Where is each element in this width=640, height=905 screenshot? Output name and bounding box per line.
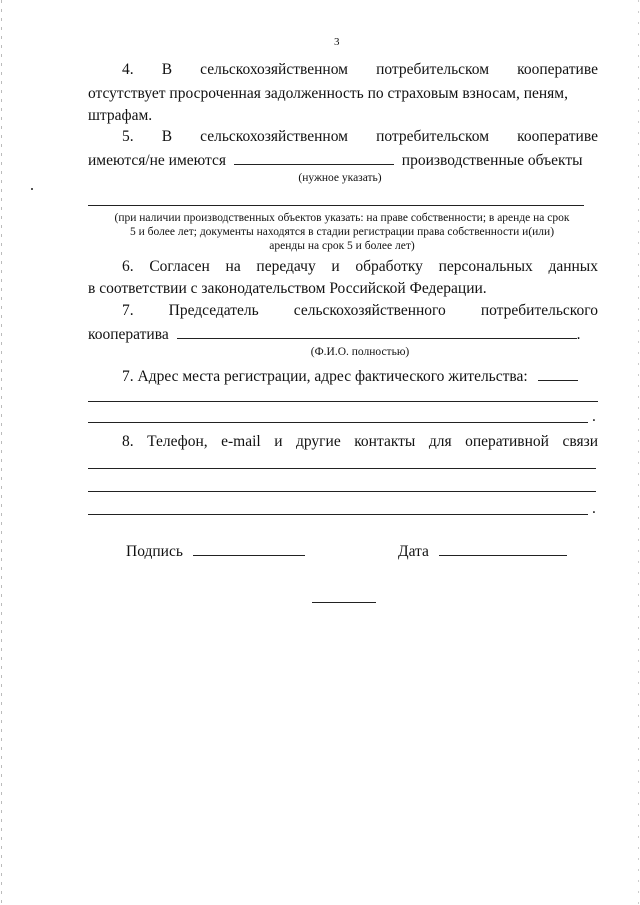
- end-separator: [312, 602, 376, 603]
- p8-word: и: [274, 433, 283, 450]
- p8-word: оперативной: [465, 433, 549, 450]
- p5-word: 5.: [122, 128, 134, 145]
- p5-choice-field[interactable]: [234, 150, 394, 165]
- p7a-hint: (Ф.И.О. полностью): [310, 346, 410, 358]
- p5-objects-text: производственные объекты: [401, 152, 583, 169]
- p4-line1: [122, 60, 598, 80]
- p8-word: связи: [562, 433, 598, 450]
- p5-objects-field[interactable]: [88, 205, 584, 206]
- p4-line2: отсутствует просроченная задолженность по страховым взносам, пеням,: [88, 85, 568, 102]
- signature-label: Подпись: [126, 543, 183, 560]
- address-field-line2[interactable]: [88, 422, 588, 423]
- p4-word: кооперативе: [517, 61, 598, 78]
- cooperative-label: кооператива: [88, 326, 169, 343]
- period: .: [592, 408, 596, 425]
- p5-word: кооперативе: [517, 128, 598, 145]
- p4-word: 4.: [122, 61, 134, 78]
- p5-options-text: имеются/не имеются: [88, 152, 227, 169]
- p8-word: для: [428, 433, 452, 450]
- p5-hint: (нужное указать): [298, 172, 382, 184]
- p6-line1: [122, 257, 598, 277]
- p5-note-line: (при наличии производственных объектов указать: на праве собственности; в аренде на срок: [114, 212, 570, 224]
- p7b-line1: [122, 366, 598, 387]
- p7a-word: сельскохозяйственного: [293, 302, 446, 319]
- p6-word: Согласен: [149, 258, 210, 275]
- scan-edge-left: [1, 0, 2, 905]
- p5-line2: [88, 150, 598, 171]
- p8-word: e-mail: [221, 433, 261, 450]
- address-field-inline[interactable]: [538, 366, 578, 381]
- p8-word: 8.: [122, 433, 134, 450]
- p4-word: В: [161, 61, 173, 78]
- p7a-word: Председатель: [168, 302, 259, 319]
- period: .: [576, 326, 581, 343]
- p5-note: [82, 211, 602, 253]
- p6-word: данных: [548, 258, 598, 275]
- p8-line1: [122, 432, 598, 452]
- p4-line3: штрафам.: [88, 107, 153, 124]
- p7a-word: 7.: [122, 302, 134, 319]
- p5-note-line: 5 и более лет; документы находятся в стадии регистрации права собственности и(или): [129, 226, 555, 238]
- contacts-field-line1[interactable]: [88, 468, 596, 469]
- address-label: 7. Адрес места регистрации, адрес фактического жительства:: [122, 368, 528, 385]
- p5-word: В: [161, 128, 173, 145]
- signature-row: [126, 541, 326, 562]
- address-field-line1[interactable]: [88, 401, 598, 402]
- p5-note-line: аренды на срок 5 и более лет): [269, 240, 415, 252]
- scan-speck: [31, 188, 33, 190]
- contacts-field-line2[interactable]: [88, 491, 596, 492]
- p7a-word: потребительского: [480, 302, 598, 319]
- p6-line2: в соответствии с законодательством Российской Федерации.: [88, 280, 487, 297]
- scan-edge-right: [638, 0, 639, 905]
- p6-word: обработку: [355, 258, 423, 275]
- p8-word: Телефон,: [147, 433, 208, 450]
- date-field[interactable]: [439, 541, 567, 556]
- p6-word: 6.: [122, 258, 134, 275]
- p6-word: на: [225, 258, 241, 275]
- page-number: 3: [334, 36, 340, 48]
- p6-word: и: [331, 258, 340, 275]
- date-label: Дата: [398, 543, 429, 560]
- p4-word: сельскохозяйственном: [200, 61, 348, 78]
- p6-word: персональных: [438, 258, 533, 275]
- p5-word: потребительском: [376, 128, 490, 145]
- p6-word: передачу: [256, 258, 316, 275]
- signature-field[interactable]: [193, 541, 305, 556]
- p8-word: контакты: [354, 433, 416, 450]
- period: .: [592, 500, 596, 517]
- p5-line1: [122, 127, 598, 147]
- p4-word: потребительском: [376, 61, 490, 78]
- p7a-line2: [88, 324, 598, 345]
- p7a-line1: [122, 301, 598, 321]
- chairman-name-field[interactable]: [177, 324, 577, 339]
- contacts-field-line3[interactable]: [88, 514, 588, 515]
- p8-word: другие: [295, 433, 341, 450]
- date-row: [398, 541, 578, 562]
- p5-word: сельскохозяйственном: [200, 128, 348, 145]
